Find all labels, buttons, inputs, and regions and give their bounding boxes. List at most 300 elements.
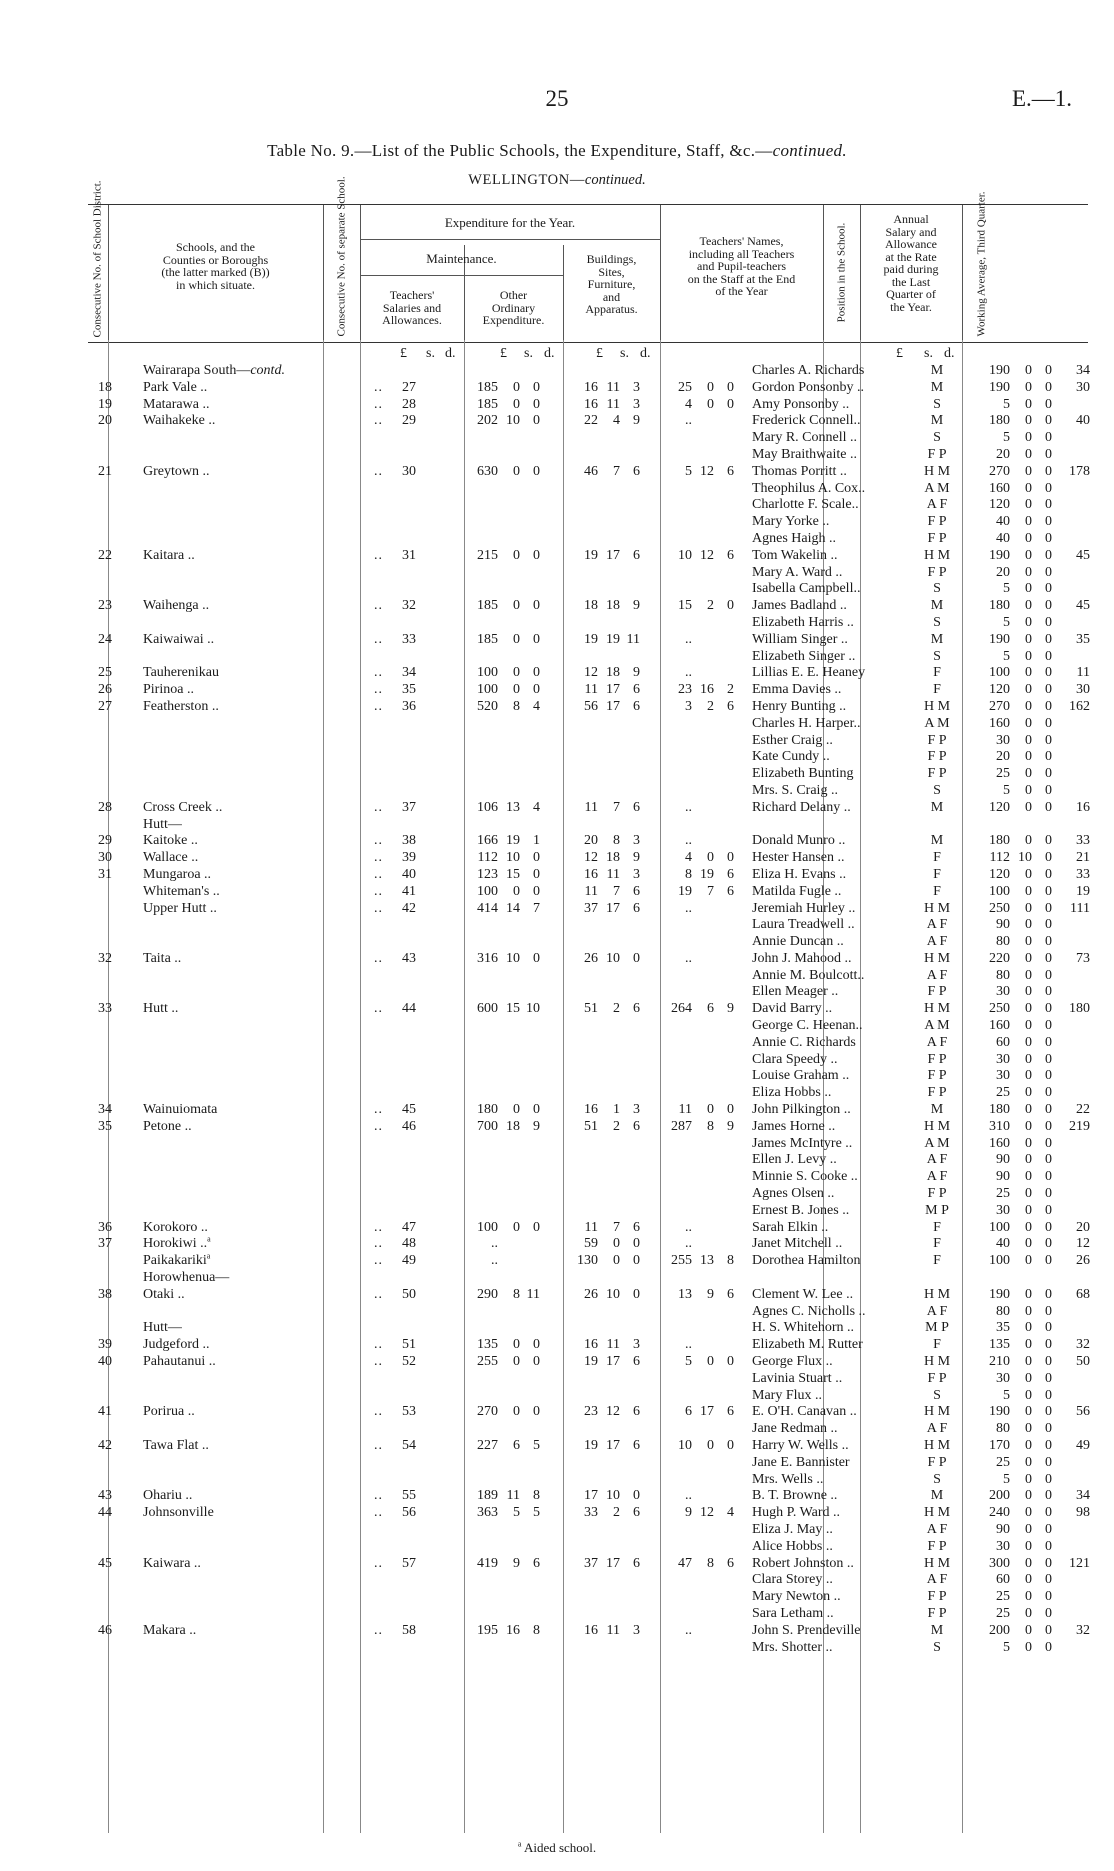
other-expenditure-amount (556, 1572, 646, 1589)
amount-pence: 0 (1045, 1118, 1052, 1134)
amount-shillings: 19 (606, 631, 620, 647)
amount-pence: 0 (727, 396, 734, 412)
teacher-name: John J. Mahood .. (752, 950, 852, 966)
amount-pounds: 270 (989, 463, 1010, 479)
working-average: 35 (1076, 631, 1090, 647)
table-row (88, 1438, 1088, 1455)
table-row (88, 749, 1088, 766)
teacher-position: F P (927, 1538, 947, 1554)
other-expenditure-amount (556, 1018, 646, 1035)
amount-shillings: 0 (1025, 564, 1032, 580)
teacher-name: May Braithwaite .. (752, 446, 857, 462)
buildings-amount (650, 548, 746, 565)
teacher-position: H M (923, 547, 951, 563)
annual-salary (968, 984, 1050, 1001)
teachers-salaries-amount (456, 430, 551, 447)
amount-shillings: 12 (700, 547, 714, 563)
teachers-salaries-amount (456, 1320, 551, 1337)
teachers-salaries-amount (456, 1220, 551, 1237)
amount-pounds: 25 (996, 1454, 1010, 1470)
teacher-name: James Badland .. (752, 598, 847, 614)
annual-salary (968, 1623, 1050, 1640)
buildings-amount (650, 1320, 746, 1337)
amount-pence: 0 (533, 413, 540, 429)
district-number: 22 (98, 547, 112, 563)
leader-dots: .. (374, 1354, 383, 1370)
amount-pounds: 180 (989, 1102, 1010, 1118)
table-row (88, 682, 1088, 699)
other-expenditure-amount (556, 531, 646, 548)
other-expenditure-amount (556, 1354, 646, 1371)
table-row (88, 1505, 1088, 1522)
amount-pence: 0 (1045, 1521, 1052, 1537)
amount-shillings: 14 (506, 900, 520, 916)
annual-salary (968, 649, 1050, 666)
amount-shillings: 0 (707, 396, 714, 412)
annual-salary (968, 1438, 1050, 1455)
school-name (143, 397, 383, 414)
annual-salary (968, 1035, 1050, 1052)
teachers-salaries-amount (456, 481, 551, 498)
annual-salary (968, 1220, 1050, 1237)
amount-pence: 0 (1045, 430, 1052, 446)
amount-shillings: 0 (1025, 1505, 1032, 1521)
buildings-amount (650, 1119, 746, 1136)
amount-pounds: 80 (996, 1421, 1010, 1437)
amount-pounds: 180 (989, 833, 1010, 849)
annual-salary (968, 1640, 1050, 1657)
amount-pence: 0 (533, 379, 540, 395)
amount-pence: 5 (533, 1505, 540, 1521)
school-number: 42 (402, 900, 416, 916)
amount-shillings: 17 (606, 1438, 620, 1453)
school-name-text: Judgeford .. (143, 1337, 210, 1353)
amount-shillings: 17 (606, 900, 620, 916)
amount-shillings: 13 (506, 799, 520, 815)
teacher-position: F (933, 866, 941, 882)
school-number: 34 (402, 665, 416, 681)
teacher-position: F (933, 883, 941, 899)
buildings-amount (650, 363, 746, 380)
amount-shillings: 0 (1025, 1303, 1032, 1319)
amount-pounds: 106 (477, 799, 498, 815)
teacher-name: David Barry .. (752, 1001, 833, 1017)
teachers-salaries-amount (456, 1354, 551, 1371)
teachers-salaries-amount (456, 1119, 551, 1136)
school-number: 48 (402, 1236, 416, 1252)
amount-pence: 0 (1045, 1202, 1052, 1218)
annual-salary (968, 1488, 1050, 1505)
teachers-salaries-amount (456, 1606, 551, 1623)
other-expenditure-amount (556, 901, 646, 918)
amount-pence: 3 (633, 1337, 640, 1353)
teacher-name: Dorothea Hamilton (752, 1253, 861, 1269)
buildings-amount (650, 833, 746, 850)
unit-pence: d. (640, 346, 651, 361)
table-row (88, 665, 1088, 682)
amount-pence: 0 (1045, 934, 1052, 950)
amount-pounds: 190 (989, 631, 1010, 647)
teacher-position: M (930, 598, 944, 614)
amount-pence: 0 (1045, 631, 1052, 647)
school-name-text: Taita .. (143, 950, 182, 966)
other-expenditure-amount (556, 766, 646, 783)
amount-shillings: 0 (1025, 598, 1032, 614)
buildings-amount (650, 397, 746, 414)
amount-shillings: 10 (506, 950, 520, 966)
header-line: and (602, 289, 621, 304)
amount-pounds: 190 (989, 1404, 1010, 1420)
teacher-position: S (933, 1471, 941, 1487)
buildings-amount (650, 850, 746, 867)
amount-pounds: .. (685, 1219, 692, 1235)
amount-pence: 6 (633, 1118, 640, 1134)
teacher-name: E. O'H. Canavan .. (752, 1404, 857, 1420)
amount-shillings: 0 (1025, 1471, 1032, 1487)
amount-shillings: 16 (506, 1622, 520, 1638)
working-average: 22 (1076, 1102, 1090, 1118)
amount-shillings: 11 (606, 1622, 620, 1638)
amount-pounds: 5 (1003, 782, 1010, 798)
other-expenditure-amount (556, 984, 646, 1001)
leader-dots: .. (374, 1404, 383, 1420)
working-average: 178 (1069, 463, 1090, 479)
amount-pounds: .. (685, 950, 692, 966)
teacher-position: M (930, 1622, 944, 1638)
header-line: at the Rate (885, 249, 937, 264)
amount-pence: 0 (1045, 1034, 1052, 1050)
amount-shillings: 0 (513, 463, 520, 479)
table-row (88, 833, 1088, 850)
amount-pence: 6 (633, 698, 640, 714)
amount-pounds: 190 (989, 363, 1010, 378)
teacher-position: M (930, 1102, 944, 1118)
amount-shillings: 0 (513, 631, 520, 647)
amount-shillings: 5 (513, 1505, 520, 1521)
teacher-position: F P (927, 1186, 947, 1202)
amount-shillings: 10 (606, 950, 620, 966)
amount-pounds: 25 (996, 1605, 1010, 1621)
amount-shillings: 0 (1025, 1421, 1032, 1437)
amount-pounds: 5 (1003, 1387, 1010, 1403)
teacher-position: A F (926, 1034, 948, 1050)
amount-pounds: 4 (685, 850, 692, 866)
working-average: 32 (1076, 1622, 1090, 1638)
amount-pounds: 270 (477, 1404, 498, 1420)
annual-salary (968, 380, 1050, 397)
amount-pence: 3 (633, 1622, 640, 1638)
amount-pence: 0 (727, 1438, 734, 1453)
amount-shillings: 0 (707, 1354, 714, 1370)
amount-shillings: 0 (1025, 514, 1032, 530)
teachers-salaries-amount (456, 833, 551, 850)
amount-shillings: 13 (700, 1253, 714, 1269)
other-expenditure-amount (556, 1606, 646, 1623)
amount-pounds: 51 (584, 1118, 598, 1134)
amount-shillings: 0 (1025, 934, 1032, 950)
amount-pence: 0 (1045, 1370, 1052, 1386)
school-name (143, 1404, 383, 1421)
amount-shillings: 18 (606, 598, 620, 614)
teacher-position: S (933, 396, 941, 412)
amount-shillings: 0 (1025, 1438, 1032, 1453)
amount-pounds: 5 (1003, 430, 1010, 446)
amount-pence: 0 (1045, 1555, 1052, 1571)
amount-shillings: 2 (707, 698, 714, 714)
teachers-salaries-amount (456, 1572, 551, 1589)
amount-shillings: 6 (707, 1001, 714, 1017)
table-row (88, 363, 1088, 380)
teachers-salaries-amount (456, 1539, 551, 1556)
working-average: 12 (1076, 1236, 1090, 1252)
school-number: 46 (402, 1118, 416, 1134)
amount-shillings: 0 (1025, 1152, 1032, 1168)
amount-shillings: 0 (1025, 1001, 1032, 1017)
teachers-salaries-amount (456, 733, 551, 750)
annual-salary (968, 1371, 1050, 1388)
annual-salary (968, 1085, 1050, 1102)
teacher-name: Lavinia Stuart .. (752, 1370, 843, 1386)
amount-pence: 0 (1045, 665, 1052, 681)
amount-pence: 0 (533, 665, 540, 681)
working-average: 34 (1076, 1488, 1090, 1504)
footnote-text: Aided school. (523, 1840, 597, 1855)
school-name (143, 665, 383, 682)
amount-shillings: 0 (707, 379, 714, 395)
amount-pounds: 270 (989, 698, 1010, 714)
annual-salary (968, 1522, 1050, 1539)
table-row (88, 581, 1088, 598)
amount-pounds: .. (685, 1488, 692, 1504)
working-average: 68 (1076, 1286, 1090, 1302)
school-number: 57 (402, 1555, 416, 1571)
teachers-salaries-amount (456, 615, 551, 632)
amount-shillings: 0 (1025, 1135, 1032, 1151)
amount-pounds: 6 (685, 1404, 692, 1420)
buildings-amount (650, 413, 746, 430)
amount-pence: 9 (727, 1118, 734, 1134)
amount-pounds: 11 (584, 883, 598, 899)
table-row (88, 1085, 1088, 1102)
table-row (88, 1589, 1088, 1606)
amount-pence: 3 (633, 396, 640, 412)
amount-pounds: 5 (1003, 581, 1010, 597)
amount-pounds: 287 (671, 1118, 692, 1134)
amount-pounds: 15 (678, 598, 692, 614)
teacher-position: A F (926, 1169, 948, 1185)
amount-pounds: 40 (996, 530, 1010, 546)
amount-pounds: 100 (477, 1219, 498, 1235)
other-expenditure-amount (556, 1404, 646, 1421)
amount-shillings: 0 (1025, 1521, 1032, 1537)
annual-salary (968, 850, 1050, 867)
amount-pounds: 120 (989, 799, 1010, 815)
working-average: 180 (1069, 1001, 1090, 1017)
amount-pounds: 700 (477, 1118, 498, 1134)
table-row (88, 1203, 1088, 1220)
annual-salary (968, 1068, 1050, 1085)
school-name-text: Pirinoa .. (143, 682, 194, 698)
amount-shillings: 8 (613, 833, 620, 849)
teacher-position: A M (924, 715, 950, 731)
table-row (88, 699, 1088, 716)
amount-pounds: 25 (996, 766, 1010, 782)
school-number: 27 (402, 379, 416, 395)
amount-pounds: 19 (584, 1438, 598, 1453)
amount-pounds: 250 (989, 1001, 1010, 1017)
teacher-position: F P (927, 1370, 947, 1386)
working-average: 45 (1076, 598, 1090, 614)
annual-salary (968, 481, 1050, 498)
teacher-name: Harry W. Wells .. (752, 1438, 849, 1453)
amount-pounds: 20 (996, 446, 1010, 462)
other-expenditure-amount (556, 1640, 646, 1657)
buildings-amount (650, 984, 746, 1001)
amount-shillings: 0 (1025, 967, 1032, 983)
teacher-position: A F (926, 1521, 948, 1537)
school-name (143, 1236, 383, 1253)
school-name-text: Matarawa .. (143, 396, 210, 412)
table-row (88, 766, 1088, 783)
amount-pounds: 290 (477, 1286, 498, 1302)
amount-pounds: 90 (996, 917, 1010, 933)
amount-shillings: 0 (707, 1438, 714, 1453)
teacher-name: James McIntyre .. (752, 1135, 853, 1151)
amount-pence: 0 (1045, 866, 1052, 882)
teacher-position: A M (924, 480, 950, 496)
other-expenditure-amount (556, 481, 646, 498)
other-expenditure-amount (556, 1287, 646, 1304)
table-row (88, 1001, 1088, 1018)
school-name (143, 1287, 383, 1304)
amount-shillings: 9 (707, 1286, 714, 1302)
teacher-position: M (930, 379, 944, 395)
amount-pence: 0 (1045, 363, 1052, 378)
amount-pounds: 59 (584, 1236, 598, 1252)
amount-pounds: 5 (1003, 614, 1010, 630)
teachers-salaries-amount (456, 1068, 551, 1085)
amount-pence: 6 (633, 547, 640, 563)
amount-pounds: 120 (989, 682, 1010, 698)
school-name-text: Featherston .. (143, 698, 219, 714)
amount-pence: 0 (1045, 1169, 1052, 1185)
other-expenditure-amount (556, 1320, 646, 1337)
leader-dots: .. (374, 1488, 383, 1504)
teacher-name: Robert Johnston .. (752, 1555, 854, 1571)
buildings-amount (650, 1572, 746, 1589)
other-expenditure-amount (556, 397, 646, 414)
amount-pence: 0 (1045, 1404, 1052, 1420)
other-expenditure-amount (556, 1085, 646, 1102)
annual-salary (968, 447, 1050, 464)
leader-dots: .. (374, 799, 383, 815)
buildings-amount (650, 1388, 746, 1405)
amount-shillings: 15 (506, 1001, 520, 1017)
teacher-name: Eliza H. Evans .. (752, 866, 847, 882)
district-number: 18 (98, 379, 112, 395)
buildings-amount (650, 951, 746, 968)
district-number: 31 (98, 866, 112, 882)
amount-pounds: 310 (989, 1118, 1010, 1134)
buildings-amount (650, 783, 746, 800)
amount-shillings: 0 (513, 1102, 520, 1118)
buildings-amount (650, 1102, 746, 1119)
amount-pounds: 100 (989, 1253, 1010, 1269)
teacher-name: Agnes Olsen .. (752, 1186, 835, 1202)
teacher-position: M P (925, 1202, 949, 1218)
amount-pounds: 300 (989, 1555, 1010, 1571)
amount-shillings: 0 (513, 1219, 520, 1235)
amount-pence: 0 (1045, 1152, 1052, 1168)
amount-pence: 6 (633, 883, 640, 899)
header-line: paid during (883, 262, 939, 276)
working-average: 40 (1076, 413, 1090, 429)
amount-shillings: 17 (606, 698, 620, 714)
district-number: 42 (98, 1438, 112, 1453)
school-name-text: Makara .. (143, 1622, 197, 1638)
teacher-position: F P (927, 984, 947, 1000)
buildings-amount (650, 800, 746, 817)
annual-salary (968, 1001, 1050, 1018)
school-name (143, 1505, 383, 1522)
amount-shillings: 0 (1025, 1538, 1032, 1554)
teacher-position: M (930, 1488, 944, 1504)
amount-pence: 6 (727, 1286, 734, 1302)
amount-shillings: 0 (1025, 1219, 1032, 1235)
amount-shillings: 0 (1025, 1454, 1032, 1470)
buildings-amount (650, 1472, 746, 1489)
table-row (88, 1018, 1088, 1035)
table-row (88, 1371, 1088, 1388)
amount-pounds: 16 (584, 396, 598, 412)
amount-pounds: 25 (996, 1085, 1010, 1101)
teacher-position: A F (926, 1303, 948, 1319)
amount-pounds: 47 (678, 1555, 692, 1571)
teacher-position: F (933, 1337, 941, 1353)
amount-pence: 0 (1045, 1219, 1052, 1235)
amount-pence: 0 (1045, 1387, 1052, 1403)
teacher-name: Jane E. Bannister (752, 1454, 850, 1470)
buildings-amount (650, 430, 746, 447)
amount-shillings: 0 (513, 396, 520, 412)
teacher-name: Annie C. Richards (752, 1034, 856, 1050)
school-number: 40 (402, 866, 416, 882)
amount-pence: 11 (526, 1286, 540, 1302)
school-name-text: Tauherenikau (143, 665, 219, 681)
amount-shillings: 15 (506, 866, 520, 882)
amount-shillings: 0 (613, 1253, 620, 1269)
other-expenditure-amount (556, 514, 646, 531)
amount-pence: 0 (633, 950, 640, 966)
buildings-amount (650, 749, 746, 766)
amount-pounds: 60 (996, 1572, 1010, 1588)
amount-pounds: 100 (477, 665, 498, 681)
annual-salary (968, 464, 1050, 481)
other-expenditure-amount (556, 581, 646, 598)
amount-shillings: 0 (1025, 1622, 1032, 1638)
teacher-position: A F (926, 967, 948, 983)
table-row (88, 1556, 1088, 1573)
amount-pounds: 30 (996, 1538, 1010, 1554)
unit-shillings: s. (620, 346, 629, 361)
header-other-ordinary (464, 289, 563, 327)
amount-pounds: 37 (584, 1555, 598, 1571)
table-row (88, 984, 1088, 1001)
school-name-text: Horokiwi .. (143, 1236, 208, 1252)
teachers-salaries-amount (456, 1018, 551, 1035)
annual-salary (968, 413, 1050, 430)
amount-pence: 6 (633, 799, 640, 815)
